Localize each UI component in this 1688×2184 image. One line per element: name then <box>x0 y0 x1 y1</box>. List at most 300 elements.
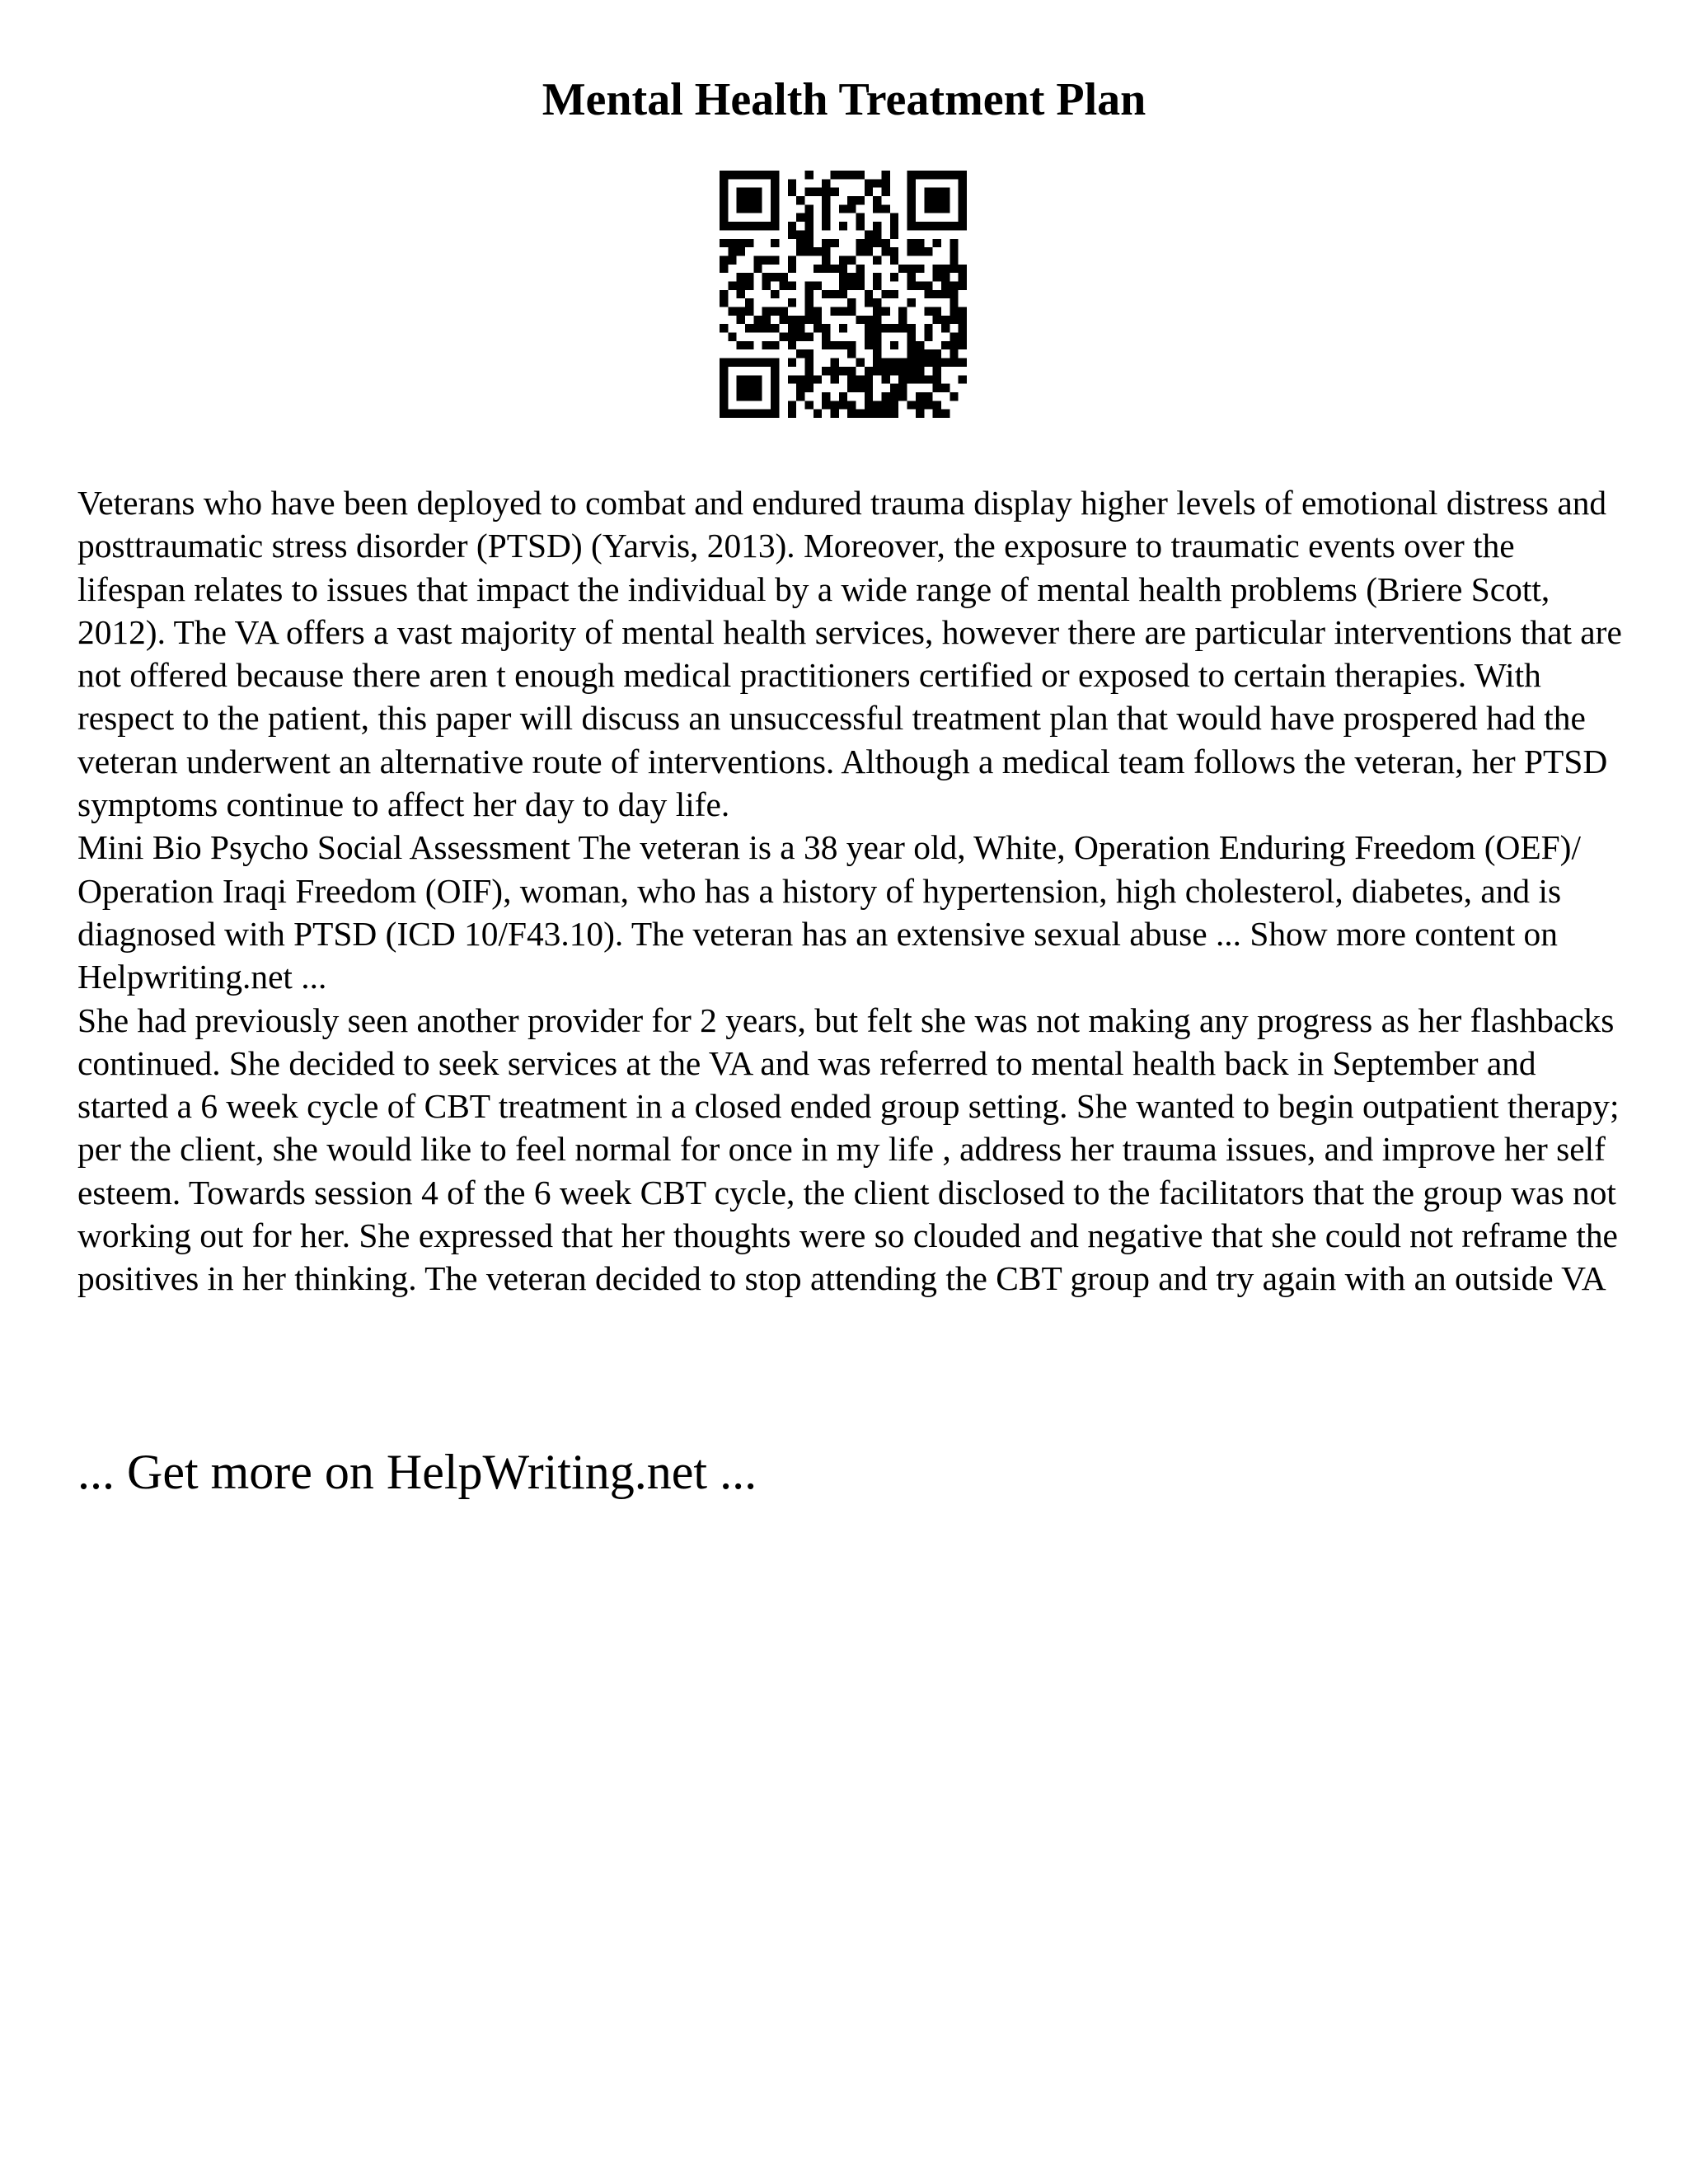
qr-module <box>907 341 916 349</box>
qr-module <box>804 281 813 289</box>
qr-module <box>933 367 941 375</box>
qr-module <box>959 375 967 383</box>
qr-module <box>822 188 830 196</box>
qr-module <box>796 230 804 238</box>
qr-module <box>924 171 932 179</box>
qr-module <box>907 273 916 281</box>
qr-module <box>822 367 830 375</box>
qr-module <box>950 255 958 264</box>
qr-module <box>907 171 916 179</box>
qr-module <box>873 281 881 289</box>
qr-module <box>771 255 779 264</box>
qr-module <box>873 401 881 409</box>
qr-module <box>737 410 745 418</box>
qr-module <box>839 401 847 409</box>
qr-module <box>847 281 856 289</box>
qr-module <box>856 384 865 392</box>
qr-module <box>907 324 916 332</box>
qr-module <box>796 333 804 341</box>
qr-module <box>728 333 736 341</box>
qr-module <box>856 222 865 230</box>
qr-module <box>873 367 881 375</box>
qr-module <box>771 324 779 332</box>
qr-module <box>728 222 736 230</box>
qr-module <box>788 316 796 324</box>
qr-module <box>959 171 967 179</box>
qr-module <box>873 179 881 187</box>
qr-module <box>959 222 967 230</box>
qr-module <box>882 239 890 247</box>
qr-module <box>916 367 924 375</box>
qr-module <box>907 204 916 213</box>
qr-module <box>933 171 941 179</box>
qr-module <box>933 359 941 367</box>
qr-module <box>865 333 873 341</box>
qr-module <box>796 239 804 247</box>
qr-module <box>907 265 916 273</box>
qr-module <box>814 316 822 324</box>
qr-module <box>822 179 830 187</box>
qr-module <box>898 307 907 316</box>
qr-module <box>771 410 779 418</box>
qr-module <box>959 204 967 213</box>
qr-module <box>882 171 890 179</box>
qr-module <box>839 367 847 375</box>
qr-module <box>865 298 873 307</box>
body-paragraph: She had previously seen another provider for 2 years, but felt she was not making any progress as her flashbacks continued. She decided to seek services at the VA and was referred to mental health back in September and started a 6 week cycle of CBT treatment in a closed ended group setting. She wanted to begin outpatient therapy; per the client, she would like to feel normal for once in my life , address her trauma issues, and improve her self esteem. Towards session 4 of the 6 week CBT cycle, the client disclosed to the facilitators that the group was not working out for her. She expressed that her thoughts were so clouded and negative that she could not reframe the positives in her thinking. The veteran decided to stop attending the CBT group and try again with an outside VA <box>77 1001 1620 1298</box>
qr-module <box>788 255 796 264</box>
qr-module <box>720 410 728 418</box>
qr-module <box>753 375 762 383</box>
qr-module <box>804 171 813 179</box>
qr-module <box>933 384 941 392</box>
qr-module <box>822 247 830 255</box>
qr-module <box>737 196 745 204</box>
qr-module <box>873 410 881 418</box>
qr-module <box>804 290 813 298</box>
qr-module <box>873 239 881 247</box>
qr-module <box>720 401 728 409</box>
qr-module <box>728 171 736 179</box>
qr-module <box>856 171 865 179</box>
qr-module <box>873 307 881 316</box>
qr-module <box>882 290 890 298</box>
qr-module <box>907 401 916 409</box>
qr-module <box>737 247 745 255</box>
qr-module <box>745 410 753 418</box>
page-title: Mental Health Treatment Plan <box>542 73 1146 125</box>
qr-module <box>839 307 847 316</box>
qr-module <box>839 392 847 401</box>
qr-module <box>916 265 924 273</box>
qr-module <box>890 384 898 392</box>
qr-module <box>762 281 771 289</box>
qr-module <box>890 359 898 367</box>
qr-module <box>839 265 847 273</box>
qr-module <box>745 222 753 230</box>
qr-module <box>959 273 967 281</box>
qr-module <box>830 367 838 375</box>
qr-module <box>814 410 822 418</box>
qr-module <box>779 281 787 289</box>
qr-module <box>830 188 838 196</box>
qr-module <box>745 341 753 349</box>
qr-module <box>779 316 787 324</box>
qr-module <box>847 401 856 409</box>
qr-module <box>728 247 736 255</box>
qr-module <box>907 375 916 383</box>
qr-module <box>737 222 745 230</box>
qr-module <box>873 349 881 358</box>
qr-module <box>916 281 924 289</box>
qr-module <box>933 196 941 204</box>
qr-module <box>771 375 779 383</box>
qr-module <box>950 247 958 255</box>
qr-module <box>788 324 796 332</box>
qr-module <box>882 359 890 367</box>
qr-module <box>822 333 830 341</box>
qr-module <box>804 359 813 367</box>
qr-module <box>941 324 950 332</box>
qr-module <box>814 375 822 383</box>
qr-module <box>873 255 881 264</box>
qr-module <box>830 265 838 273</box>
qr-module <box>865 324 873 332</box>
qr-module <box>830 239 838 247</box>
qr-module <box>779 273 787 281</box>
qr-module <box>745 188 753 196</box>
qr-module <box>890 401 898 409</box>
qr-module <box>720 324 728 332</box>
qr-module <box>745 324 753 332</box>
qr-module <box>933 349 941 358</box>
qr-module <box>728 255 736 264</box>
qr-module <box>753 316 762 324</box>
qr-module <box>941 171 950 179</box>
qr-module <box>907 213 916 222</box>
qr-module <box>907 179 916 187</box>
qr-module <box>728 307 736 316</box>
qr-module <box>856 213 865 222</box>
qr-module <box>907 298 916 307</box>
qr-module <box>745 273 753 281</box>
qr-module <box>873 359 881 367</box>
qr-module <box>890 230 898 238</box>
qr-module <box>898 384 907 392</box>
qr-module <box>890 367 898 375</box>
qr-module <box>762 324 771 332</box>
qr-module <box>804 307 813 316</box>
qr-module <box>865 230 873 238</box>
qr-module <box>796 384 804 392</box>
qr-module <box>830 171 838 179</box>
qr-module <box>856 316 865 324</box>
qr-module <box>814 324 822 332</box>
qr-module <box>796 196 804 204</box>
qr-module <box>907 349 916 358</box>
qr-module <box>873 222 881 230</box>
qr-module <box>771 171 779 179</box>
qr-module <box>804 298 813 307</box>
qr-module <box>822 401 830 409</box>
qr-module <box>916 359 924 367</box>
qr-module <box>737 392 745 401</box>
qr-module <box>865 316 873 324</box>
qr-module <box>737 239 745 247</box>
qr-module <box>737 384 745 392</box>
qr-module <box>737 290 745 298</box>
qr-module <box>771 401 779 409</box>
qr-module <box>762 222 771 230</box>
qr-module <box>728 359 736 367</box>
qr-module <box>924 222 932 230</box>
qr-module <box>882 367 890 375</box>
qr-module <box>933 401 941 409</box>
qr-module <box>771 367 779 375</box>
qr-module <box>856 410 865 418</box>
qr-module <box>788 179 796 187</box>
qr-module <box>847 375 856 383</box>
qr-module <box>873 316 881 324</box>
qr-module <box>737 204 745 213</box>
qr-module <box>771 359 779 367</box>
qr-module <box>753 359 762 367</box>
qr-module <box>822 222 830 230</box>
qr-module <box>890 410 898 418</box>
qr-module <box>814 188 822 196</box>
body-paragraph: Mini Bio Psycho Social Assessment The veteran is a 38 year old, White, Operation Enduring Freedom (OEF)/ Operation Iraqi Freedom (OIF), woman, who has a history of hypertension, high cholesterol, diabetes, and is diagnosed with PTSD (ICD 10/F43.10). The veteran has an extensive sexual abuse ... Show more content on Helpwriting.net ... <box>77 828 1581 996</box>
qr-module <box>745 392 753 401</box>
qr-module <box>941 265 950 273</box>
qr-module <box>924 359 932 367</box>
qr-module <box>804 349 813 358</box>
qr-module <box>830 341 838 349</box>
qr-module <box>907 281 916 289</box>
qr-module <box>924 324 932 332</box>
qr-module <box>865 188 873 196</box>
qr-module <box>762 341 771 349</box>
qr-module <box>720 255 728 264</box>
qr-module <box>916 401 924 409</box>
qr-module <box>788 298 796 307</box>
qr-module <box>873 204 881 213</box>
qr-module <box>771 213 779 222</box>
qr-module <box>882 204 890 213</box>
qr-module <box>720 265 728 273</box>
qr-module <box>771 179 779 187</box>
qr-module <box>771 341 779 349</box>
qr-module <box>804 239 813 247</box>
qr-module <box>822 255 830 264</box>
qr-module <box>898 375 907 383</box>
qr-module <box>950 290 958 298</box>
qr-module <box>890 222 898 230</box>
qr-module <box>796 349 804 358</box>
qr-module <box>847 171 856 179</box>
qr-module <box>865 239 873 247</box>
qr-module <box>865 410 873 418</box>
qr-module <box>753 204 762 213</box>
qr-module <box>737 341 745 349</box>
qr-module <box>771 239 779 247</box>
qr-module <box>728 281 736 289</box>
qr-module <box>856 273 865 281</box>
qr-module <box>822 324 830 332</box>
qr-module <box>882 392 890 401</box>
qr-module <box>839 171 847 179</box>
qr-module <box>753 265 762 273</box>
qr-module <box>745 204 753 213</box>
qr-module <box>788 281 796 289</box>
qr-module <box>941 290 950 298</box>
qr-module <box>933 204 941 213</box>
qr-module <box>788 265 796 273</box>
qr-module <box>890 255 898 264</box>
qr-module <box>771 384 779 392</box>
qr-module <box>950 341 958 349</box>
qr-module <box>779 307 787 316</box>
qr-module <box>924 281 932 289</box>
qr-module <box>907 188 916 196</box>
qr-module <box>720 222 728 230</box>
qr-module <box>882 375 890 383</box>
qr-module <box>830 359 838 367</box>
qr-module <box>865 179 873 187</box>
qr-module <box>804 230 813 238</box>
qr-module <box>720 171 728 179</box>
qr-module <box>720 239 728 247</box>
qr-module <box>907 359 916 367</box>
qr-module <box>720 179 728 187</box>
qr-module <box>839 204 847 213</box>
qr-module <box>762 273 771 281</box>
qr-module <box>950 171 958 179</box>
qr-module <box>753 196 762 204</box>
qr-module <box>873 324 881 332</box>
qr-module <box>788 359 796 367</box>
qr-module <box>753 324 762 332</box>
qr-module <box>882 410 890 418</box>
qr-module <box>771 307 779 316</box>
qr-module <box>890 290 898 298</box>
qr-module <box>865 384 873 392</box>
qr-module <box>847 349 856 358</box>
qr-module <box>916 349 924 358</box>
qr-module <box>865 290 873 298</box>
qr-module <box>804 247 813 255</box>
qr-code-icon[interactable] <box>720 171 967 418</box>
qr-module <box>728 410 736 418</box>
qr-module <box>907 367 916 375</box>
qr-module <box>873 298 881 307</box>
qr-module <box>839 290 847 298</box>
qr-module <box>720 384 728 392</box>
qr-module <box>856 359 865 367</box>
qr-module <box>941 359 950 367</box>
qr-module <box>728 239 736 247</box>
qr-module <box>796 324 804 332</box>
qr-module <box>898 392 907 401</box>
qr-module <box>762 359 771 367</box>
qr-module <box>941 188 950 196</box>
qr-module <box>950 239 958 247</box>
qr-module <box>941 273 950 281</box>
qr-module <box>916 375 924 383</box>
qr-module <box>924 204 932 213</box>
qr-module <box>882 179 890 187</box>
qr-module <box>959 196 967 204</box>
qr-module <box>720 375 728 383</box>
qr-module <box>720 392 728 401</box>
qr-module <box>804 222 813 230</box>
qr-module <box>933 273 941 281</box>
get-more-link[interactable]: ... Get more on HelpWriting.net ... <box>77 1445 757 1499</box>
qr-module <box>745 171 753 179</box>
qr-module <box>959 359 967 367</box>
qr-module <box>788 375 796 383</box>
qr-module <box>882 188 890 196</box>
qr-module <box>933 375 941 383</box>
qr-module <box>822 213 830 222</box>
qr-module <box>720 290 728 298</box>
qr-module <box>788 333 796 341</box>
qr-module <box>788 410 796 418</box>
qr-module <box>814 247 822 255</box>
qr-module <box>737 307 745 316</box>
qr-module <box>737 281 745 289</box>
qr-module <box>898 367 907 375</box>
document-body <box>77 481 1627 1301</box>
qr-module <box>847 384 856 392</box>
qr-module <box>941 281 950 289</box>
qr-module <box>737 171 745 179</box>
qr-module <box>804 367 813 375</box>
qr-module <box>959 265 967 273</box>
qr-module <box>804 375 813 383</box>
qr-module <box>762 255 771 264</box>
qr-module <box>745 359 753 367</box>
qr-module <box>865 375 873 383</box>
qr-module <box>950 349 958 358</box>
qr-module <box>779 333 787 341</box>
qr-module <box>907 247 916 255</box>
qr-module <box>737 375 745 383</box>
qr-module <box>847 196 856 204</box>
qr-module <box>804 384 813 392</box>
qr-module <box>839 222 847 230</box>
qr-module <box>771 196 779 204</box>
qr-module <box>745 307 753 316</box>
qr-module <box>745 239 753 247</box>
qr-module <box>924 307 932 316</box>
qr-module <box>822 341 830 349</box>
qr-module <box>788 188 796 196</box>
qr-module <box>745 281 753 289</box>
qr-module <box>847 273 856 281</box>
qr-module <box>804 188 813 196</box>
qr-module <box>865 392 873 401</box>
qr-module <box>941 316 950 324</box>
qr-module <box>959 179 967 187</box>
qr-module <box>822 392 830 401</box>
qr-module <box>924 333 932 341</box>
qr-module <box>788 222 796 230</box>
qr-module <box>916 341 924 349</box>
qr-module <box>933 316 941 324</box>
qr-module <box>959 188 967 196</box>
qr-module <box>822 290 830 298</box>
qr-module <box>933 239 941 247</box>
